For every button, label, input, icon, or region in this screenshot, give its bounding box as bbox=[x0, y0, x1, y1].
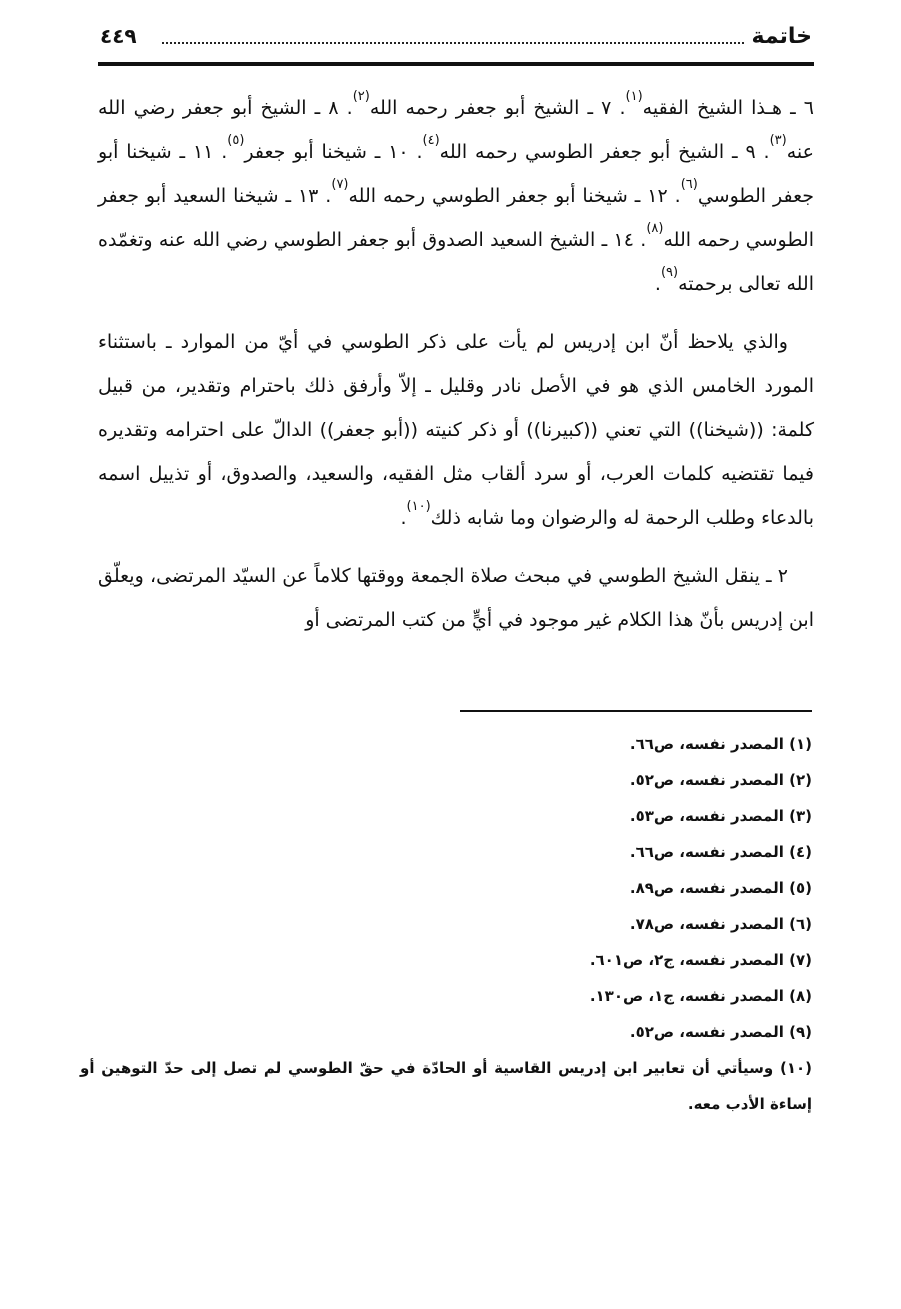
text-run: . ١٣ ـ شيخنا السعيد أبو جعفر الطوسي رحمه الله bbox=[98, 185, 814, 251]
text-run: والذي يلاحظ أنّ ابن إدريس لم يأت على ذكر الطوسي في أيّ من الموارد ـ باستثناء المورد الخامس الذي هو في الأصل نادر وقليل ـ إلاّ وأرفق ذلك باحترام وتقدير، من قبيل كلمة: ((شيخنا)) التي تعني ((كبيرنا)) أو ذكر كنيته ((أبو جعفر)) الدالّ على احترامه وتقديره فيما تقتضيه كلمات العرب، أو سرد ألقاب مثل الفقيه، والسعيد، والصدوق، أو تذييل اسمه بالدعاء وطلب الرحمة له والرضوان وما شابه ذلك bbox=[98, 331, 814, 529]
text-run: . ٧ ـ الشيخ أبو جعفر رحمه الله bbox=[369, 97, 626, 119]
footnote-ref-1[interactable]: (١) bbox=[625, 89, 643, 104]
footnote-separator bbox=[460, 710, 812, 712]
text-run: . ١١ ـ شيخنا أبو جعفر الطوسي bbox=[98, 141, 814, 207]
text-run: . ٩ ـ الشيخ أبو جعفر الطوسي رحمه الله bbox=[439, 141, 770, 163]
text-run: . ١٠ ـ شيخنا أبو جعفر bbox=[244, 141, 423, 163]
page-header bbox=[100, 22, 812, 56]
footnote-ref-10[interactable]: (١٠) bbox=[406, 499, 431, 514]
main-text bbox=[98, 86, 814, 642]
header-dot-leader bbox=[162, 42, 744, 44]
text-run: . ١٢ ـ شيخنا أبو جعفر الطوسي رحمه الله bbox=[348, 185, 681, 207]
text-run: . ١٤ ـ الشيخ السعيد الصدوق أبو جعفر الطوسي رضي الله عنه وتغمّده الله تعالى برحمته bbox=[98, 229, 814, 295]
footnote-ref-3[interactable]: (٣) bbox=[769, 133, 787, 148]
paragraph-2 bbox=[98, 320, 814, 540]
footnote-ref-8[interactable]: (٨) bbox=[646, 221, 664, 236]
footnote-ref-2[interactable]: (٢) bbox=[352, 89, 370, 104]
text-run: . ٨ ـ الشيخ أبو جعفر رضي الله عنه bbox=[98, 97, 814, 163]
header-rule bbox=[98, 62, 814, 66]
text-run: . bbox=[654, 273, 661, 295]
footnote-ref-6[interactable]: (٦) bbox=[680, 177, 698, 192]
footnote-1: (١) المصدر نفسه، ص٦٦. bbox=[629, 735, 812, 753]
footnote-ref-7[interactable]: (٧) bbox=[331, 177, 349, 192]
text-run: ٦ ـ هـذا الشيخ الفقيه bbox=[642, 97, 814, 119]
footnote-3: (٣) المصدر نفسه، ص٥٣. bbox=[629, 807, 812, 825]
footnote-10: (١٠) وسيأتي أن تعابير ابن إدريس القاسية أو الحادّة في حقّ الطوسي لم تصل إلى حدّ التوهين أو إساءة الأدب معه. bbox=[80, 1059, 812, 1113]
page-number: ٤٤٩ bbox=[100, 24, 137, 48]
footnote-ref-5[interactable]: (٥) bbox=[227, 133, 245, 148]
footnote-8: (٨) المصدر نفسه، ج١، ص١٣٠. bbox=[589, 987, 812, 1005]
footnote-2: (٢) المصدر نفسه، ص٥٢. bbox=[629, 771, 812, 789]
paragraph-3 bbox=[98, 554, 814, 642]
footnote-7: (٧) المصدر نفسه، ج٢، ص٦٠١. bbox=[589, 951, 812, 969]
footnotes bbox=[80, 726, 812, 1122]
footnote-ref-4[interactable]: (٤) bbox=[422, 133, 440, 148]
footnote-9: (٩) المصدر نفسه، ص٥٢. bbox=[629, 1023, 812, 1041]
text-run: . bbox=[400, 507, 407, 529]
footnote-6: (٦) المصدر نفسه، ص٧٨. bbox=[629, 915, 812, 933]
footnote-5: (٥) المصدر نفسه، ص٨٩. bbox=[629, 879, 812, 897]
running-title: خاتمة bbox=[751, 24, 812, 49]
footnote-ref-9[interactable]: (٩) bbox=[660, 265, 679, 280]
paragraph-1 bbox=[98, 86, 814, 306]
footnote-4: (٤) المصدر نفسه، ص٦٦. bbox=[629, 843, 812, 861]
text-run: ٢ ـ ينقل الشيخ الطوسي في مبحث صلاة الجمعة ووقتها كلاماً عن السيّد المرتضى، ويعلّق ابن إدريس بأنّ هذا الكلام غير موجود في أيٍّ من كتب المرتضى أو bbox=[98, 565, 814, 631]
